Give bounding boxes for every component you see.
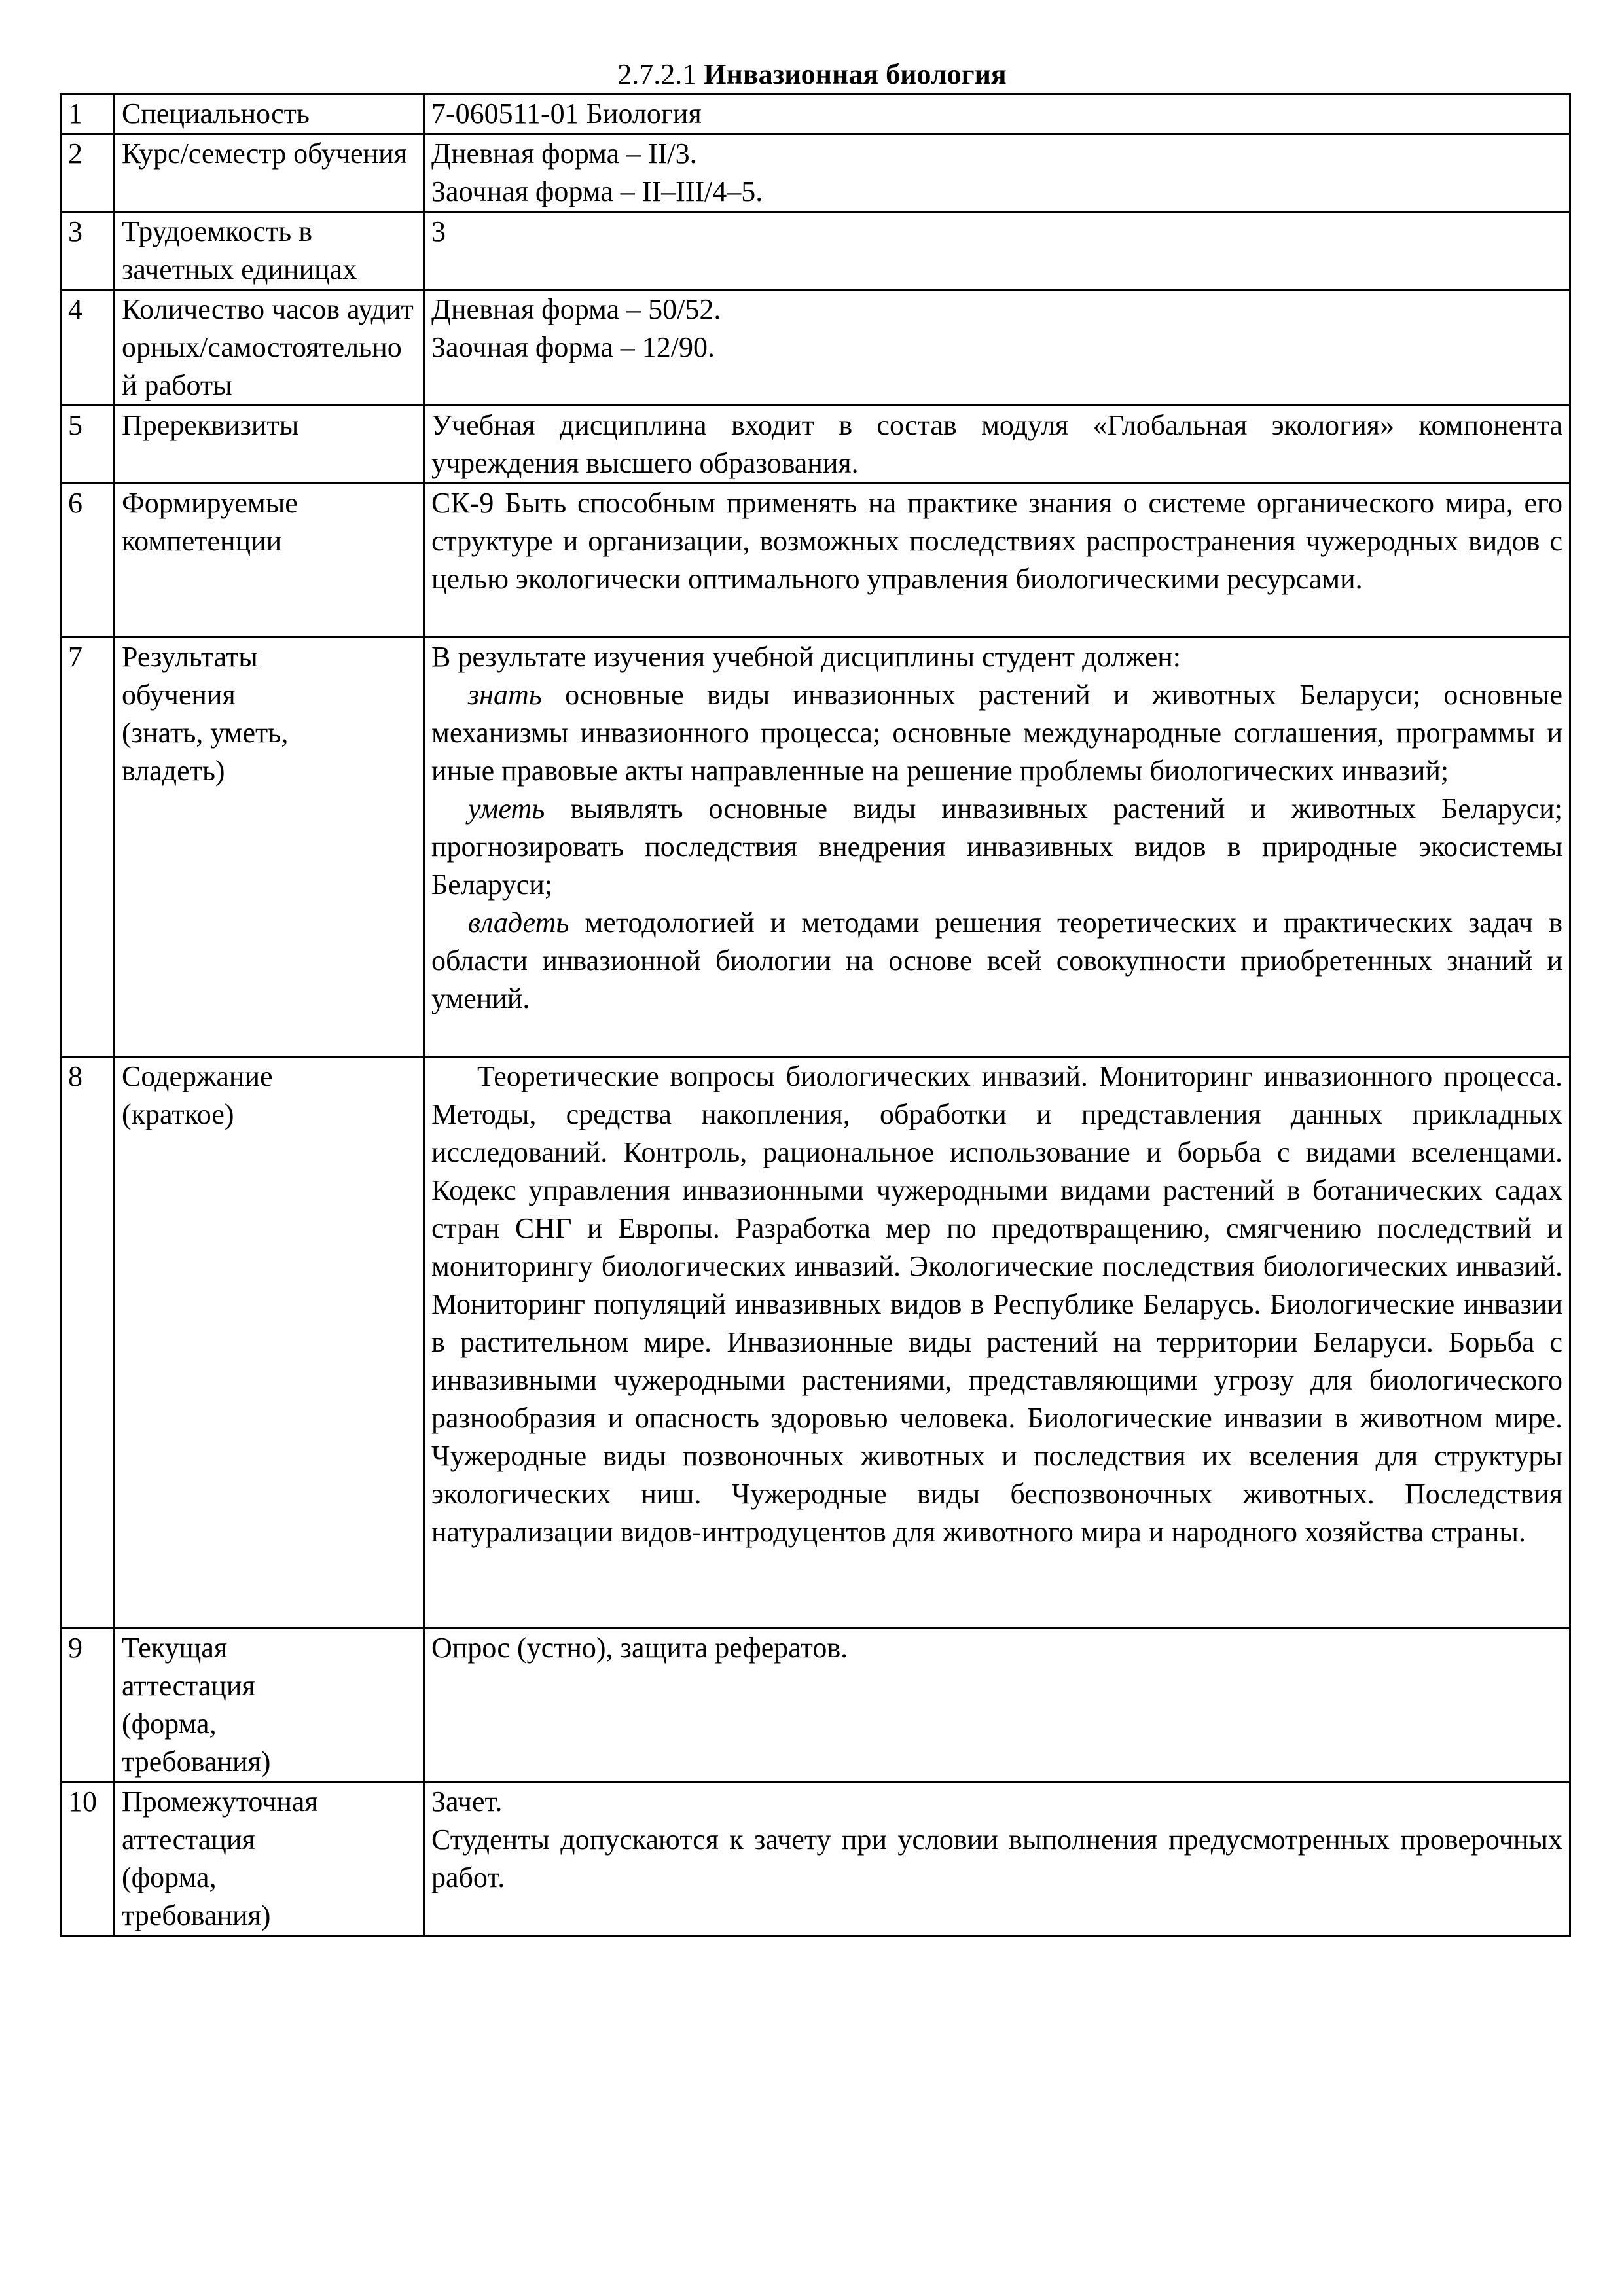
outcome-term: уметь — [468, 793, 545, 825]
row-text: Дневная форма – II/3. — [431, 137, 697, 170]
row-content — [424, 406, 1570, 484]
table-row — [61, 94, 1570, 134]
row-label-line: Содержание — [122, 1060, 273, 1092]
row-label-line: аттестация — [122, 1670, 255, 1702]
row-label — [115, 1782, 424, 1936]
row-label: Количество часов аудиторных/самостоятельной работы — [115, 290, 424, 406]
row-label — [115, 637, 424, 1057]
row-label-line: аттестация — [122, 1823, 255, 1856]
row-label — [115, 1057, 424, 1628]
row-label — [115, 1628, 424, 1782]
table-row — [61, 212, 1570, 290]
outcome-item — [431, 676, 1562, 790]
table-row — [61, 406, 1570, 484]
table-row — [61, 134, 1570, 212]
outcome-term: владеть — [468, 906, 569, 939]
table-row — [61, 1057, 1570, 1628]
row-number: 8 — [61, 1057, 115, 1628]
row-text: СК-9 Быть способным применять на практике знания о системе органического мира, его структуре и организации, возможных последствиях распространения чужеродных видов с целью экологически оптимального управления биологическими ресурсами. — [431, 487, 1562, 595]
outcome-item — [431, 790, 1562, 904]
row-content — [424, 212, 1570, 290]
row-text: Зачет. — [431, 1785, 503, 1818]
row-number: 6 — [61, 484, 115, 637]
table-row — [61, 484, 1570, 637]
row-number: 7 — [61, 637, 115, 1057]
row-label: Специальность — [115, 94, 424, 134]
row-number: 2 — [61, 134, 115, 212]
outcome-text: основные виды инвазионных растений и животных Беларуси; основные механизмы инвазионного процесса; основные международные соглашения, программы и иные правовые акты направленные на решение проблемы биологических инвазий; — [431, 679, 1563, 787]
outcome-text: выявлять основные виды инвазивных растений и животных Беларуси; прогнозировать последствия внедрения инвазивных видов в природные экосистемы Беларуси; — [431, 793, 1563, 901]
row-number: 10 — [61, 1782, 115, 1936]
row-content — [424, 637, 1570, 1057]
row-label: Трудоемкость в зачетных единицах — [115, 212, 424, 290]
row-label-line: (знать, уметь, — [122, 717, 289, 749]
row-content — [424, 290, 1570, 406]
row-number: 4 — [61, 290, 115, 406]
row-number: 5 — [61, 406, 115, 484]
row-label-line: обучения — [122, 679, 236, 711]
row-text: Учебная дисциплина входит в состав модуля «Глобальная экология» компонента учреждения высшего образования. — [431, 409, 1562, 479]
row-label-line: (краткое) — [122, 1098, 234, 1130]
row-label: Пререквизиты — [115, 406, 424, 484]
row-content — [424, 94, 1570, 134]
row-label-line: Промежуточная — [122, 1785, 318, 1818]
row-number: 1 — [61, 94, 115, 134]
outcome-term: знать — [468, 679, 542, 711]
row-content — [424, 1057, 1570, 1628]
table-row — [61, 1782, 1570, 1936]
row-label-line: (форма, — [122, 1861, 217, 1893]
row-label-line: Результаты — [122, 641, 258, 673]
outcomes-intro: В результате изучения учебной дисциплины студент должен: — [431, 641, 1182, 673]
row-label-line: требования) — [122, 1899, 271, 1931]
row-text: Дневная форма – 50/52. — [431, 293, 721, 325]
row-text: Теоретические вопросы биологических инвазий. Мониторинг инвазионного процесса. Методы, средства накопления, обработки и представления данных прикладных исследований. Контроль, рациональное использование и борьба с видами вселенцами. Кодекс управления инвазионными чужеродными видами растений в ботанических садах стран СНГ и Европы. Разработка мер по предотвращению, смягчению последствий и мониторингу биологических инвазий. Экологические последствия биологических инвазий. Мониторинг популяций инвазивных видов в Республике Беларусь. Биологические инвазии в растительном мире. Инвазионные виды растений на территории Беларуси. Борьба с инвазивными чужеродными растениями, представляющими угрозу для биологического разнообразия и опасность здоровью человека. Биологические инвазии в животном мире. Чужеродные виды позвоночных животных и последствия их вселения для структуры экологических ниш. Чужеродные виды беспозвоночных животных. Последствия натурализации видов-интродуцентов для животного мира и народного хозяйства страны. — [431, 1060, 1562, 1548]
table-row — [61, 637, 1570, 1057]
row-label-line: Текущая — [122, 1632, 228, 1664]
row-content — [424, 134, 1570, 212]
row-text: 7-060511-01 Биология — [431, 98, 702, 130]
outcome-text: методологией и методами решения теоретических и практических задач в области инвазионной биологии на основе всей совокупности приобретенных знаний и умений. — [431, 906, 1562, 1014]
table-row — [61, 1628, 1570, 1782]
row-text: 3 — [431, 215, 446, 247]
outcome-item — [431, 904, 1562, 1018]
row-label: Курс/семестр обучения — [115, 134, 424, 212]
section-code: 2.7.2.1 — [617, 58, 697, 90]
row-label: Формируемые компетенции — [115, 484, 424, 637]
row-label-line: требования) — [122, 1746, 271, 1778]
row-number: 9 — [61, 1628, 115, 1782]
row-text: Заочная форма – 12/90. — [431, 331, 715, 363]
row-label-line: (форма, — [122, 1708, 217, 1740]
row-text: Заочная форма – II–III/4–5. — [431, 175, 763, 207]
row-content — [424, 1628, 1570, 1782]
row-content — [424, 1782, 1570, 1936]
row-number: 3 — [61, 212, 115, 290]
section-title: Инвазионная биология — [704, 58, 1007, 90]
row-content — [424, 484, 1570, 637]
row-text: Опрос (устно), защита рефератов. — [431, 1632, 848, 1664]
row-text: Студенты допускаются к зачету при условии выполнения предусмотренных проверочных работ. — [431, 1823, 1562, 1893]
row-label-line: владеть) — [122, 755, 225, 787]
table-row — [61, 290, 1570, 406]
discipline-table — [60, 93, 1571, 1937]
section-heading — [0, 58, 1624, 92]
